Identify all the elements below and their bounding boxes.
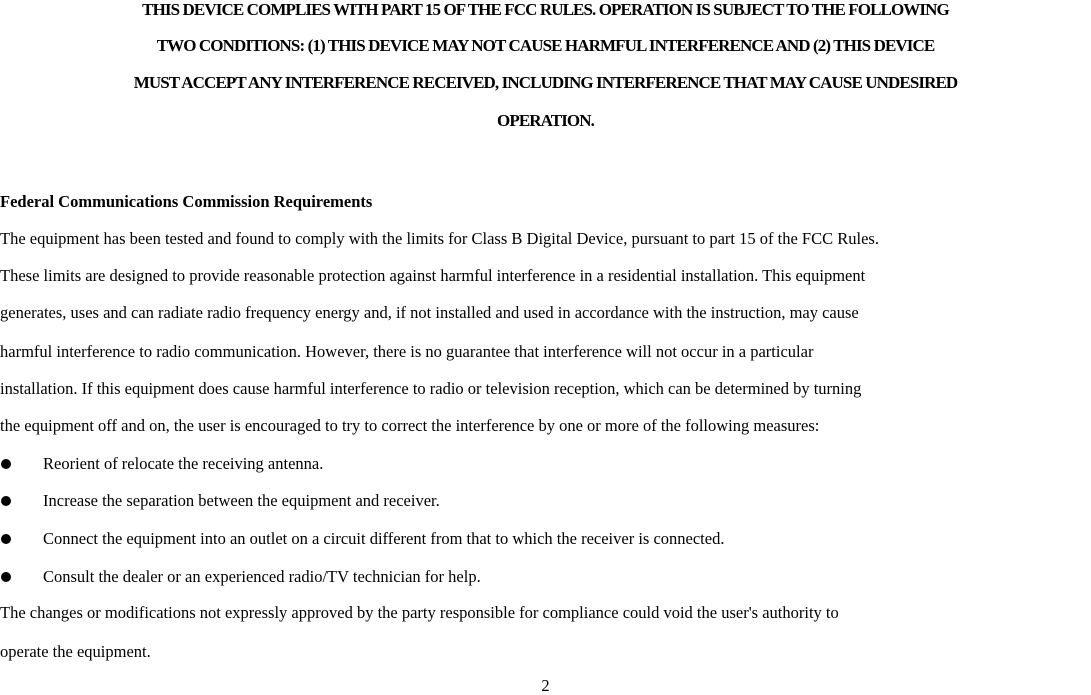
- section-title: Federal Communications Commission Requirements: [0, 192, 373, 211]
- paragraph-line-4: harmful interference to radio communication. However, there is no guarantee that interference will not occur in a particular: [0, 342, 814, 361]
- paragraph-line-6: the equipment off and on, the user is encouraged to try to correct the interference by one or more of the following measures:: [0, 416, 820, 435]
- page-number: 2: [541, 676, 550, 695]
- measure-text: Reorient of relocate the receiving antenna.: [43, 454, 324, 473]
- notice-line-2: TWO CONDITIONS: (1) THIS DEVICE MAY NOT CAUSE HARMFUL INTERFERENCE AND (2) THIS DEVICE: [156, 36, 935, 55]
- bullet-icon: [1, 496, 11, 506]
- closing-line-1: The changes or modifications not expressly approved by the party responsible for compliance could void the user's authority to: [0, 603, 839, 622]
- measure-text: Increase the separation between the equipment and receiver.: [43, 491, 440, 510]
- paragraph-line-3: generates, uses and can radiate radio frequency energy and, if not installed and used in accordance with the instruction, may cause: [0, 303, 859, 322]
- paragraph-line-2: These limits are designed to provide reasonable protection against harmful interference in a residential installation. This equipment: [0, 266, 866, 285]
- bullet-icon: [1, 572, 11, 582]
- notice-line-4: OPERATION.: [497, 111, 594, 130]
- closing-line-2: operate the equipment.: [0, 642, 151, 661]
- paragraph-line-5: installation. If this equipment does cause harmful interference to radio or television reception, which can be determined by turning: [0, 379, 862, 398]
- bullet-icon: [1, 459, 11, 469]
- measure-text: Connect the equipment into an outlet on a circuit different from that to which the receiver is connected.: [43, 529, 725, 548]
- measure-text: Consult the dealer or an experienced radio/TV technician for help.: [43, 567, 481, 586]
- notice-line-1: THIS DEVICE COMPLIES WITH PART 15 OF THE FCC RULES. OPERATION IS SUBJECT TO THE FOLLOWING: [142, 0, 949, 19]
- bullet-icon: [1, 534, 11, 544]
- paragraph-line-1: The equipment has been tested and found to comply with the limits for Class B Digital Device, pursuant to part 15 of the FCC Rules.: [0, 229, 879, 248]
- notice-line-3: MUST ACCEPT ANY INTERFERENCE RECEIVED, INCLUDING INTERFERENCE THAT MAY CAUSE UNDESIRED: [133, 73, 958, 92]
